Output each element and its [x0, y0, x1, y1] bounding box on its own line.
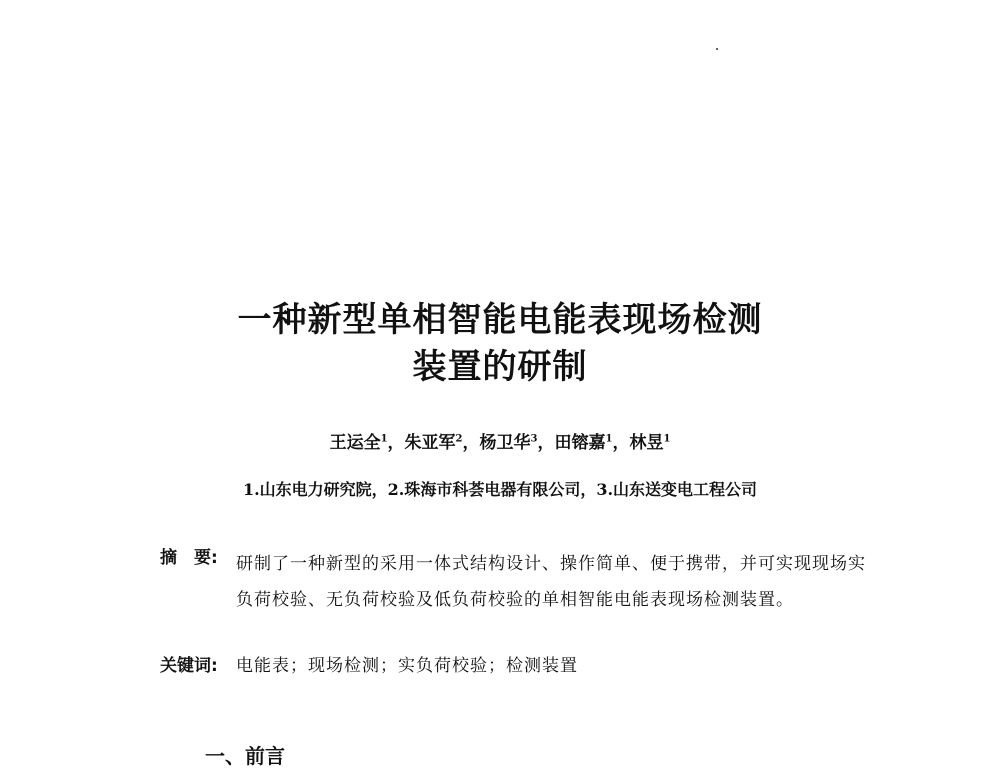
author-affiliation-mark: 1 — [663, 433, 671, 445]
keywords-label: 关键词: — [160, 656, 218, 676]
section-heading: 一、前言 — [205, 744, 285, 768]
author — [480, 433, 538, 453]
author — [554, 433, 612, 453]
author-separator: ， — [387, 433, 405, 453]
affiliations: 1.山东电力研究院，2.珠海市科荟电器有限公司，3.山东送变电工程公司 — [242, 480, 758, 499]
author-affiliation-mark: 3 — [530, 433, 538, 445]
scan-speck — [716, 48, 718, 50]
author-separator: ， — [612, 433, 630, 453]
author-separator: ， — [537, 433, 555, 453]
author — [330, 433, 388, 453]
author-name: 林昱 — [629, 433, 664, 453]
author-affiliation-mark: 1 — [605, 433, 613, 445]
author-list — [0, 432, 1000, 454]
keywords-text: 电能表；现场检测；实负荷校验；检测装置 — [236, 656, 578, 676]
author-name: 王运全 — [329, 433, 381, 453]
paper-title-line2: 装置的研制 — [412, 347, 588, 387]
author-affiliation-mark: 2 — [455, 433, 463, 445]
author-name: 朱亚军 — [404, 433, 456, 453]
author — [405, 433, 463, 453]
paper-title-line1: 一种新型单相智能电能表现场检测 — [237, 300, 763, 340]
abstract-label: 摘 要: — [160, 548, 218, 568]
author-affiliation-mark: 1 — [380, 433, 388, 445]
author-name: 杨卫华 — [479, 433, 531, 453]
author — [629, 433, 670, 453]
author-separator: ， — [462, 433, 480, 453]
author-name: 田镕嘉 — [554, 433, 606, 453]
abstract-text: 研制了一种新型的采用一体式结构设计、操作简单、便于携带，并可实现现场实负荷校验、无负荷校验及低负荷校验的单相智能电能表现场检测装置。 — [236, 554, 866, 610]
